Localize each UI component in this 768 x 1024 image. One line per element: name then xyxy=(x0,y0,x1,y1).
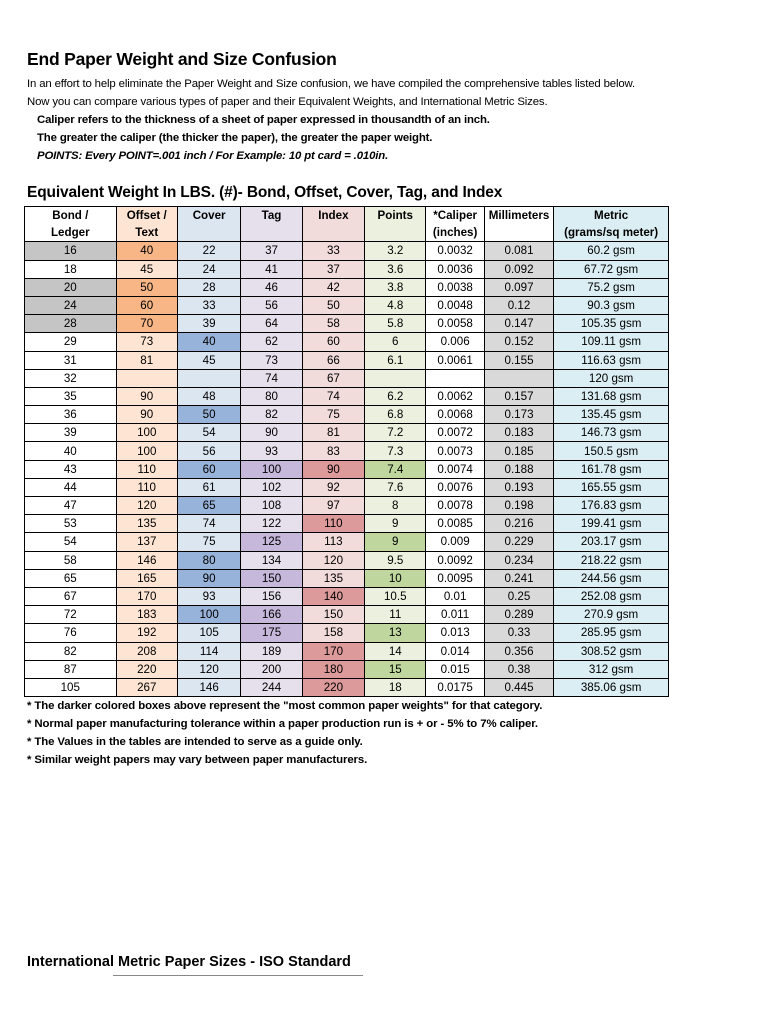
cell-tag: 56 xyxy=(241,296,302,314)
page-title: End Paper Weight and Size Confusion xyxy=(27,49,337,69)
cell-cover: 56 xyxy=(177,442,240,460)
table-row xyxy=(25,497,669,515)
weight-table-title: Equivalent Weight In LBS. (#)- Bond, Offset, Cover, Tag, and Index xyxy=(27,184,503,201)
cell-points: 7.3 xyxy=(365,442,426,460)
cell-metric: 131.68 gsm xyxy=(554,387,669,405)
cell-mm: 0.155 xyxy=(484,351,553,369)
header-tag: Tag xyxy=(241,207,302,242)
cell-points: 18 xyxy=(365,678,426,696)
cell-tag: 46 xyxy=(241,278,302,296)
cell-metric: 120 gsm xyxy=(554,369,669,387)
cell-offset: 73 xyxy=(116,333,177,351)
cell-offset: 90 xyxy=(116,387,177,405)
cell-points: 4.8 xyxy=(365,296,426,314)
iso-title-underline xyxy=(113,975,363,976)
cell-offset: 192 xyxy=(116,624,177,642)
cell-points: 9.5 xyxy=(365,551,426,569)
cell-cover: 48 xyxy=(177,387,240,405)
table-row xyxy=(25,442,669,460)
cell-cover: 40 xyxy=(177,333,240,351)
table-row xyxy=(25,660,669,678)
cell-index: 90 xyxy=(302,460,364,478)
table-row xyxy=(25,478,669,496)
cell-metric: 270.9 gsm xyxy=(554,606,669,624)
intro-line-2: Now you can compare various types of paper and their Equivalent Weights, and International Metric Sizes. xyxy=(27,96,548,108)
note-manufacturer-variance: * Similar weight papers may vary between paper manufacturers. xyxy=(27,754,368,766)
cell-caliper: 0.0048 xyxy=(426,296,484,314)
cell-offset: 170 xyxy=(116,587,177,605)
cell-offset: 208 xyxy=(116,642,177,660)
header-caliper: *Caliper xyxy=(426,207,484,225)
weight-equivalence-table xyxy=(24,206,669,697)
header-millimeters: Millimeters xyxy=(484,207,553,242)
header-points: Points xyxy=(365,207,426,242)
cell-offset: 45 xyxy=(116,260,177,278)
cell-cover: 65 xyxy=(177,497,240,515)
cell-bond: 40 xyxy=(25,442,117,460)
intro-caliper-definition: Caliper refers to the thickness of a sheet of paper expressed in thousandth of an inch. xyxy=(37,114,490,126)
cell-bond: 105 xyxy=(25,678,117,696)
cell-offset: 100 xyxy=(116,424,177,442)
cell-tag: 74 xyxy=(241,369,302,387)
cell-mm: 0.092 xyxy=(484,260,553,278)
cell-metric: 67.72 gsm xyxy=(554,260,669,278)
cell-metric: 105.35 gsm xyxy=(554,315,669,333)
cell-points: 14 xyxy=(365,642,426,660)
cell-tag: 80 xyxy=(241,387,302,405)
cell-bond: 16 xyxy=(25,242,117,260)
cell-cover: 39 xyxy=(177,315,240,333)
intro-caliper-note: The greater the caliper (the thicker the paper), the greater the paper weight. xyxy=(37,132,433,144)
cell-offset: 110 xyxy=(116,460,177,478)
cell-mm: 0.229 xyxy=(484,533,553,551)
cell-cover: 61 xyxy=(177,478,240,496)
cell-cover: 105 xyxy=(177,624,240,642)
table-row xyxy=(25,551,669,569)
cell-caliper: 0.015 xyxy=(426,660,484,678)
cell-points: 3.6 xyxy=(365,260,426,278)
cell-mm: 0.216 xyxy=(484,515,553,533)
cell-cover xyxy=(177,369,240,387)
cell-offset: 165 xyxy=(116,569,177,587)
cell-caliper: 0.0085 xyxy=(426,515,484,533)
cell-offset: 267 xyxy=(116,678,177,696)
cell-index: 170 xyxy=(302,642,364,660)
cell-mm: 0.152 xyxy=(484,333,553,351)
cell-mm xyxy=(484,369,553,387)
table-row xyxy=(25,242,669,260)
cell-cover: 114 xyxy=(177,642,240,660)
cell-mm: 0.33 xyxy=(484,624,553,642)
cell-metric: 75.2 gsm xyxy=(554,278,669,296)
cell-offset: 110 xyxy=(116,478,177,496)
cell-bond: 53 xyxy=(25,515,117,533)
cell-index: 150 xyxy=(302,606,364,624)
cell-points: 9 xyxy=(365,515,426,533)
table-body xyxy=(25,242,669,697)
cell-points: 15 xyxy=(365,660,426,678)
cell-cover: 54 xyxy=(177,424,240,442)
cell-index: 220 xyxy=(302,678,364,696)
cell-mm: 0.193 xyxy=(484,478,553,496)
cell-cover: 50 xyxy=(177,406,240,424)
cell-offset: 100 xyxy=(116,442,177,460)
cell-metric: 203.17 gsm xyxy=(554,533,669,551)
cell-mm: 0.188 xyxy=(484,460,553,478)
header-offset: Offset / xyxy=(116,207,177,225)
cell-cover: 90 xyxy=(177,569,240,587)
cell-index: 97 xyxy=(302,497,364,515)
cell-metric: 165.55 gsm xyxy=(554,478,669,496)
cell-index: 75 xyxy=(302,406,364,424)
cell-mm: 0.12 xyxy=(484,296,553,314)
table-row xyxy=(25,278,669,296)
cell-index: 33 xyxy=(302,242,364,260)
cell-metric: 385.06 gsm xyxy=(554,678,669,696)
cell-caliper: 0.0092 xyxy=(426,551,484,569)
cell-caliper: 0.0038 xyxy=(426,278,484,296)
cell-tag: 41 xyxy=(241,260,302,278)
table-row xyxy=(25,606,669,624)
cell-caliper: 0.0076 xyxy=(426,478,484,496)
cell-points: 9 xyxy=(365,533,426,551)
cell-mm: 0.241 xyxy=(484,569,553,587)
cell-bond: 58 xyxy=(25,551,117,569)
cell-tag: 134 xyxy=(241,551,302,569)
cell-index: 66 xyxy=(302,351,364,369)
cell-points: 7.6 xyxy=(365,478,426,496)
cell-caliper: 0.011 xyxy=(426,606,484,624)
cell-mm: 0.173 xyxy=(484,406,553,424)
table-row xyxy=(25,296,669,314)
table-row xyxy=(25,260,669,278)
cell-index: 67 xyxy=(302,369,364,387)
cell-points: 6 xyxy=(365,333,426,351)
cell-index: 83 xyxy=(302,442,364,460)
cell-bond: 44 xyxy=(25,478,117,496)
note-guide-only: * The Values in the tables are intended to serve as a guide only. xyxy=(27,736,363,748)
cell-bond: 43 xyxy=(25,460,117,478)
cell-index: 110 xyxy=(302,515,364,533)
cell-bond: 28 xyxy=(25,315,117,333)
cell-metric: 161.78 gsm xyxy=(554,460,669,478)
cell-tag: 82 xyxy=(241,406,302,424)
cell-mm: 0.356 xyxy=(484,642,553,660)
cell-mm: 0.081 xyxy=(484,242,553,260)
table-row xyxy=(25,387,669,405)
cell-mm: 0.157 xyxy=(484,387,553,405)
cell-metric: 146.73 gsm xyxy=(554,424,669,442)
cell-caliper: 0.0058 xyxy=(426,315,484,333)
cell-points: 5.8 xyxy=(365,315,426,333)
header-metric: Metric xyxy=(554,207,669,225)
cell-bond: 67 xyxy=(25,587,117,605)
cell-offset xyxy=(116,369,177,387)
cell-metric: 176.83 gsm xyxy=(554,497,669,515)
cell-cover: 146 xyxy=(177,678,240,696)
cell-points: 11 xyxy=(365,606,426,624)
cell-points: 8 xyxy=(365,497,426,515)
table-row xyxy=(25,424,669,442)
cell-index: 120 xyxy=(302,551,364,569)
cell-mm: 0.185 xyxy=(484,442,553,460)
cell-index: 92 xyxy=(302,478,364,496)
cell-caliper: 0.013 xyxy=(426,624,484,642)
header-index: Index xyxy=(302,207,364,242)
cell-metric: 60.2 gsm xyxy=(554,242,669,260)
cell-metric: 285.95 gsm xyxy=(554,624,669,642)
cell-cover: 120 xyxy=(177,660,240,678)
header-caliper-sub: (inches) xyxy=(426,224,484,242)
cell-mm: 0.445 xyxy=(484,678,553,696)
table-row xyxy=(25,587,669,605)
cell-offset: 70 xyxy=(116,315,177,333)
cell-points: 3.8 xyxy=(365,278,426,296)
cell-cover: 22 xyxy=(177,242,240,260)
cell-points: 13 xyxy=(365,624,426,642)
cell-tag: 64 xyxy=(241,315,302,333)
cell-tag: 93 xyxy=(241,442,302,460)
cell-metric: 218.22 gsm xyxy=(554,551,669,569)
cell-points: 6.2 xyxy=(365,387,426,405)
cell-tag: 189 xyxy=(241,642,302,660)
table-row xyxy=(25,678,669,696)
cell-metric: 116.63 gsm xyxy=(554,351,669,369)
cell-index: 140 xyxy=(302,587,364,605)
cell-tag: 90 xyxy=(241,424,302,442)
cell-metric: 90.3 gsm xyxy=(554,296,669,314)
cell-bond: 35 xyxy=(25,387,117,405)
cell-caliper: 0.014 xyxy=(426,642,484,660)
cell-mm: 0.097 xyxy=(484,278,553,296)
cell-caliper: 0.0074 xyxy=(426,460,484,478)
table-notes xyxy=(27,697,542,769)
cell-metric: 199.41 gsm xyxy=(554,515,669,533)
cell-points: 7.2 xyxy=(365,424,426,442)
cell-tag: 200 xyxy=(241,660,302,678)
cell-caliper: 0.0073 xyxy=(426,442,484,460)
cell-points: 10.5 xyxy=(365,587,426,605)
cell-bond: 36 xyxy=(25,406,117,424)
table-row xyxy=(25,315,669,333)
note-darker-boxes: * The darker colored boxes above represent the "most common paper weights" for that category. xyxy=(27,700,543,712)
cell-index: 58 xyxy=(302,315,364,333)
cell-offset: 90 xyxy=(116,406,177,424)
table-row xyxy=(25,624,669,642)
intro-text xyxy=(27,75,635,165)
cell-offset: 40 xyxy=(116,242,177,260)
cell-cover: 60 xyxy=(177,460,240,478)
cell-index: 50 xyxy=(302,296,364,314)
table-row xyxy=(25,460,669,478)
table-row xyxy=(25,333,669,351)
cell-tag: 122 xyxy=(241,515,302,533)
cell-points: 3.2 xyxy=(365,242,426,260)
cell-tag: 244 xyxy=(241,678,302,696)
cell-caliper: 0.0072 xyxy=(426,424,484,442)
cell-caliper: 0.0095 xyxy=(426,569,484,587)
cell-cover: 74 xyxy=(177,515,240,533)
cell-metric: 252.08 gsm xyxy=(554,587,669,605)
cell-cover: 93 xyxy=(177,587,240,605)
cell-bond: 29 xyxy=(25,333,117,351)
cell-offset: 220 xyxy=(116,660,177,678)
cell-tag: 62 xyxy=(241,333,302,351)
cell-offset: 50 xyxy=(116,278,177,296)
cell-mm: 0.183 xyxy=(484,424,553,442)
cell-metric: 312 gsm xyxy=(554,660,669,678)
cell-cover: 24 xyxy=(177,260,240,278)
cell-index: 60 xyxy=(302,333,364,351)
cell-caliper: 0.0175 xyxy=(426,678,484,696)
cell-tag: 156 xyxy=(241,587,302,605)
cell-index: 74 xyxy=(302,387,364,405)
cell-bond: 82 xyxy=(25,642,117,660)
cell-mm: 0.234 xyxy=(484,551,553,569)
cell-metric: 109.11 gsm xyxy=(554,333,669,351)
table-row xyxy=(25,642,669,660)
cell-metric: 150.5 gsm xyxy=(554,442,669,460)
cell-metric: 135.45 gsm xyxy=(554,406,669,424)
cell-caliper: 0.0068 xyxy=(426,406,484,424)
cell-offset: 135 xyxy=(116,515,177,533)
cell-tag: 108 xyxy=(241,497,302,515)
table-row xyxy=(25,569,669,587)
cell-bond: 87 xyxy=(25,660,117,678)
cell-tag: 100 xyxy=(241,460,302,478)
cell-metric: 308.52 gsm xyxy=(554,642,669,660)
cell-cover: 33 xyxy=(177,296,240,314)
header-metric-sub: (grams/sq meter) xyxy=(554,224,669,242)
cell-bond: 31 xyxy=(25,351,117,369)
cell-caliper: 0.009 xyxy=(426,533,484,551)
cell-tag: 150 xyxy=(241,569,302,587)
cell-offset: 81 xyxy=(116,351,177,369)
cell-points: 7.4 xyxy=(365,460,426,478)
cell-bond: 76 xyxy=(25,624,117,642)
cell-bond: 32 xyxy=(25,369,117,387)
intro-points-note: POINTS: Every POINT=.001 inch / For Example: 10 pt card = .010in. xyxy=(37,150,389,162)
cell-cover: 28 xyxy=(177,278,240,296)
cell-cover: 100 xyxy=(177,606,240,624)
cell-points xyxy=(365,369,426,387)
cell-index: 37 xyxy=(302,260,364,278)
cell-mm: 0.25 xyxy=(484,587,553,605)
cell-points: 10 xyxy=(365,569,426,587)
cell-caliper xyxy=(426,369,484,387)
cell-mm: 0.147 xyxy=(484,315,553,333)
cell-index: 180 xyxy=(302,660,364,678)
cell-offset: 137 xyxy=(116,533,177,551)
table-row xyxy=(25,515,669,533)
cell-mm: 0.38 xyxy=(484,660,553,678)
cell-cover: 45 xyxy=(177,351,240,369)
header-bond: Bond / xyxy=(25,207,117,225)
cell-index: 135 xyxy=(302,569,364,587)
cell-bond: 54 xyxy=(25,533,117,551)
cell-bond: 47 xyxy=(25,497,117,515)
cell-offset: 120 xyxy=(116,497,177,515)
cell-bond: 72 xyxy=(25,606,117,624)
iso-section-title: International Metric Paper Sizes - ISO Standard xyxy=(27,954,351,970)
cell-caliper: 0.0061 xyxy=(426,351,484,369)
header-offset-sub: Text xyxy=(116,224,177,242)
cell-bond: 39 xyxy=(25,424,117,442)
cell-tag: 102 xyxy=(241,478,302,496)
note-tolerance: * Normal paper manufacturing tolerance within a paper production run is + or - 5% to 7% caliper. xyxy=(27,718,538,730)
cell-tag: 125 xyxy=(241,533,302,551)
header-cover: Cover xyxy=(177,207,240,242)
cell-cover: 75 xyxy=(177,533,240,551)
table-row xyxy=(25,406,669,424)
cell-caliper: 0.006 xyxy=(426,333,484,351)
cell-mm: 0.198 xyxy=(484,497,553,515)
cell-index: 42 xyxy=(302,278,364,296)
cell-bond: 24 xyxy=(25,296,117,314)
table-row xyxy=(25,369,669,387)
cell-caliper: 0.01 xyxy=(426,587,484,605)
table-header-row xyxy=(25,207,669,225)
cell-metric: 244.56 gsm xyxy=(554,569,669,587)
cell-tag: 37 xyxy=(241,242,302,260)
table-row xyxy=(25,533,669,551)
cell-offset: 146 xyxy=(116,551,177,569)
cell-tag: 175 xyxy=(241,624,302,642)
cell-tag: 73 xyxy=(241,351,302,369)
cell-index: 81 xyxy=(302,424,364,442)
cell-offset: 183 xyxy=(116,606,177,624)
cell-caliper: 0.0062 xyxy=(426,387,484,405)
cell-bond: 18 xyxy=(25,260,117,278)
cell-cover: 80 xyxy=(177,551,240,569)
cell-bond: 20 xyxy=(25,278,117,296)
cell-mm: 0.289 xyxy=(484,606,553,624)
cell-index: 113 xyxy=(302,533,364,551)
cell-tag: 166 xyxy=(241,606,302,624)
intro-line-1: In an effort to help eliminate the Paper Weight and Size confusion, we have compiled the comprehensive tables listed below. xyxy=(27,78,635,90)
cell-points: 6.1 xyxy=(365,351,426,369)
cell-offset: 60 xyxy=(116,296,177,314)
cell-caliper: 0.0036 xyxy=(426,260,484,278)
cell-bond: 65 xyxy=(25,569,117,587)
cell-points: 6.8 xyxy=(365,406,426,424)
cell-caliper: 0.0078 xyxy=(426,497,484,515)
header-bond-sub: Ledger xyxy=(25,224,117,242)
table-row xyxy=(25,351,669,369)
cell-index: 158 xyxy=(302,624,364,642)
cell-caliper: 0.0032 xyxy=(426,242,484,260)
